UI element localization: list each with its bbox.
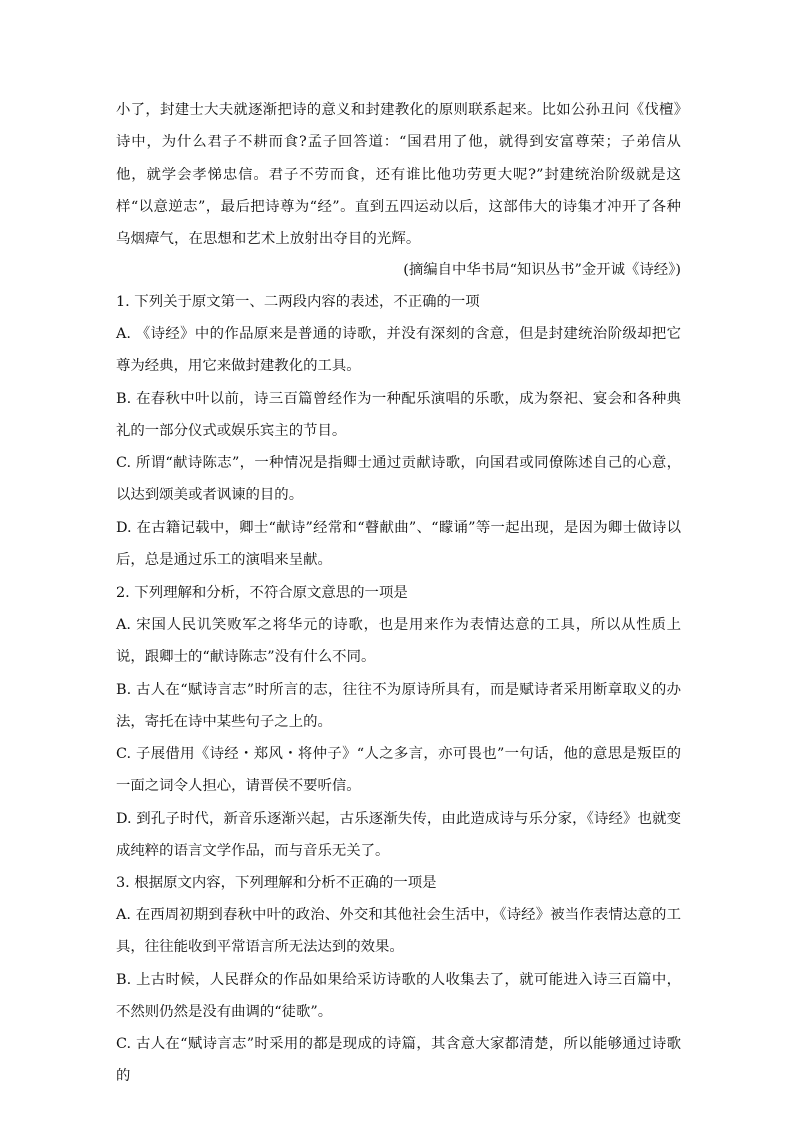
question-2-option-d: D. 到孔子时代，新音乐逐渐兴起，古乐逐渐失传，由此造成诗与乐分家，《诗经》也就变成纯粹的语言文学作品，而与音乐无关了。 xyxy=(116,811,681,860)
question-2-option-c: C. 子展借用《诗经・郑风・将仲子》“人之多言，亦可畏也”一句话，他的意思是叛臣的一面之词令人担心，请晋侯不要听信。 xyxy=(116,746,681,795)
question-2-stem: 2. 下列理解和分析，不符合原文意思的一项是 xyxy=(116,585,408,601)
question-3-option-a: A. 在西周初期到春秋中叶的政治、外交和其他社会生活中，《诗经》被当作表情达意的工具，往往能收到平常语言所无法达到的效果。 xyxy=(116,907,681,956)
question-1-stem: 1. 下列关于原文第一、二两段内容的表述，不正确的一项 xyxy=(116,294,480,310)
source-citation: (摘编自中华书局“知识丛书”金开诚《诗经》) xyxy=(403,262,681,278)
question-2-option-b: B. 古人在“赋诗言志”时所言的志，往往不为原诗所具有，而是赋诗者采用断章取义的办法，寄托在诗中某些句子之上的。 xyxy=(116,682,681,731)
question-2-option-a: A. 宋国人民讥笑败军之将华元的诗歌，也是用来作为表情达意的工具，所以从性质上说，跟卿士的“献诗陈志”没有什么不同。 xyxy=(116,617,681,666)
question-3-option-c: C. 古人在“赋诗言志”时采用的都是现成的诗篇，其含意大家都清楚，所以能够通过诗歌的 xyxy=(116,1036,681,1085)
question-1-option-b: B. 在春秋中叶以前，诗三百篇曾经作为一种配乐演唱的乐歌，成为祭祀、宴会和各种典礼的一部分仪式或娱乐宾主的节目。 xyxy=(116,391,681,440)
question-1-option-d: D. 在古籍记载中，卿士“献诗”经常和“瞽献曲”、“矇诵”等一起出现，是因为卿士做诗以后，总是通过乐工的演唱来呈献。 xyxy=(116,520,681,569)
question-3-stem: 3. 根据原文内容，下列理解和分析不正确的一项是 xyxy=(116,875,437,891)
question-1-option-c: C. 所谓“献诗陈志”，一种情况是指卿士通过贡献诗歌，向国君或同僚陈述自己的心意，以达到颂美或者讽谏的目的。 xyxy=(116,455,681,504)
passage-paragraph: 小了，封建士大夫就逐渐把诗的意义和封建教化的原则联系起来。比如公孙丑问《伐檀》诗中，为什么君子不耕而食?孟子回答道：“国君用了他，就得到安富尊荣；子弟信从他，就学会孝悌忠信。君子不劳而食，还有谁比他功劳更大呢?”封建统治阶级就是这样“以意逆志”，最后把诗尊为“经”。直到五四运动以后，这部伟大的诗集才冲开了各种乌烟瘴气，在思想和艺术上放射出夺目的光辉。 xyxy=(116,102,681,248)
question-1-option-a: A. 《诗经》中的作品原来是普通的诗歌，并没有深刻的含意，但是封建统治阶级却把它尊为经典，用它来做封建教化的工具。 xyxy=(116,326,681,375)
question-3-option-b: B. 上古时候，人民群众的作品如果给采访诗歌的人收集去了，就可能进入诗三百篇中，不然则仍然是没有曲调的“徒歌”。 xyxy=(116,972,681,1021)
